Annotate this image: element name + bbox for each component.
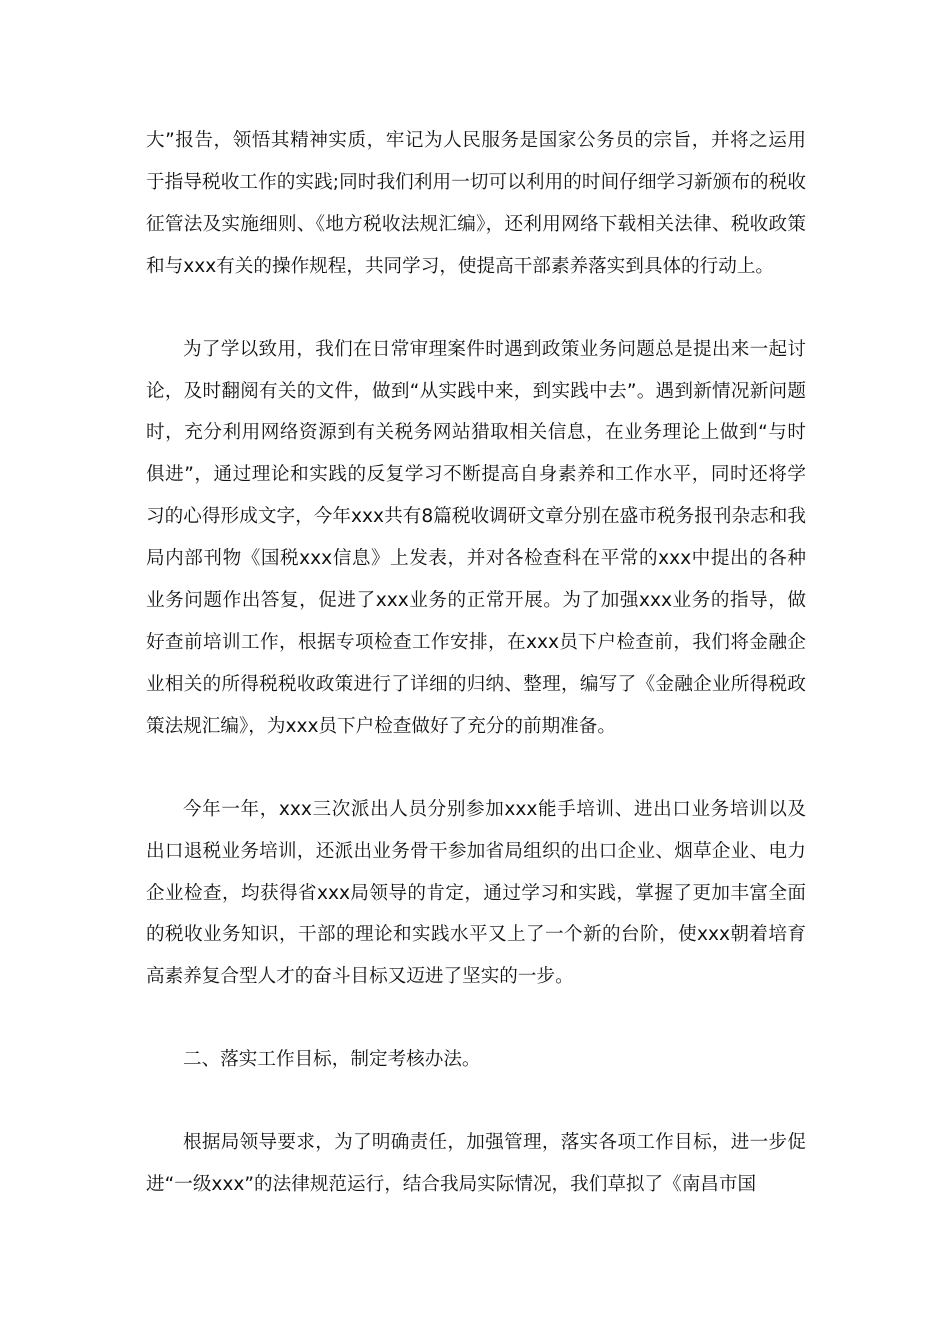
paragraph-assessment-methods: 根据局领导要求，为了明确责任，加强管理，落实各项工作目标，进一步促进“一级xxx”的法律规范运行，结合我局实际情况，我们草拟了《南昌市国 [146, 1132, 806, 1196]
paragraph-training: 今年一年，xxx三次派出人员分别参加xxx能手培训、进出口业务培训以及出口退税业务培训，还派出业务骨干参加省局组织的出口企业、烟草企业、电力企业检查，均获得省xxx局领导的肯定，通过学习和实践，掌握了更加丰富全面的税收业务知识，干部的理论和实践水平又上了一个新的台阶，使xxx朝着培育高素养复合型人才的奋斗目标又迈进了坚实的一步。 [146, 798, 806, 988]
document-body [146, 120, 806, 1206]
section-heading-work-targets: 二、落实工作目标，制定考核办法。 [183, 1049, 481, 1071]
paragraph-apply-learning: 为了学以致用，我们在日常审理案件时遇到政策业务问题总是提出来一起讨论，及时翻阅有关的文件，做到“从实践中来，到实践中去”。遇到新情况新问题时，充分利用网络资源到有关税务网站猎取相关信息，在业务理论上做到“与时俱进”，通过理论和实践的反复学习不断提高自身素养和工作水平，同时还将学习的心得形成文字，今年xxx共有8篇税收调研文章分别在盛市税务报刊杂志和我局内部刊物《国税xxx信息》上发表，并对各检查科在平常的xxx中提出的各种业务问题作出答复，促进了xxx业务的正常开展。为了加强xxx业务的指导，做好查前培训工作，根据专项检查工作安排，在xxx员下户检查前，我们将金融企业相关的所得税税收政策进行了详细的归纳、整理，编写了《金融企业所得税政策法规汇编》，为xxx员下户检查做好了充分的前期准备。 [146, 338, 806, 737]
paragraph-study-continuation: 大”报告，领悟其精神实质，牢记为人民服务是国家公务员的宗旨，并将之运用于指导税收工作的实践;同时我们利用一切可以利用的时间仔细学习新颁布的税收征管法及实施细则、《地方税收法规汇编》，还利用网络下载相关法律、税收政策和与xxx有关的操作规程，共同学习，使提高干部素养落实到具体的行动上。 [146, 130, 806, 277]
